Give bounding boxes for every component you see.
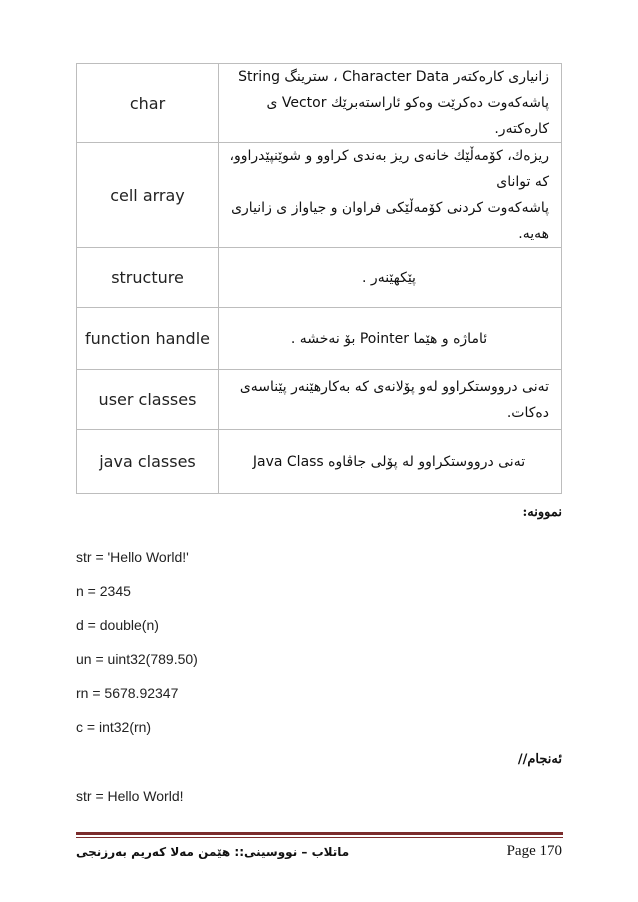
type-name: structure (77, 248, 219, 308)
code-line: n = 2345 (76, 583, 131, 599)
footer-author: ماتلاب – نووسینی:: هێمن مەلا کەریم بەرزنجی (76, 845, 350, 859)
page-number: Page 170 (506, 843, 562, 859)
description-line: تەنی درووستکراوو لە پۆلی جاڤاوە Java Class (252, 453, 526, 470)
description-line: زانیاری کارەکتەر Character Data ، سترینگ String (238, 69, 549, 85)
type-description (219, 143, 562, 248)
footer-divider-thin (76, 837, 563, 838)
table-row (77, 370, 562, 430)
table-row (77, 64, 562, 143)
type-description (219, 370, 562, 430)
footer-divider (76, 832, 563, 835)
description-line: ئاماژە و هێما Pointer بۆ نەخشە . (290, 330, 488, 347)
result-heading: ئەنجام// (517, 752, 562, 767)
data-types-table-container (76, 63, 562, 494)
description-line: پاشەکەوت کردنی کۆمەڵێکی فراوان و جیاواز ی زانیاری هەیە. (231, 200, 549, 242)
type-description (219, 248, 562, 308)
type-name: java classes (77, 430, 219, 494)
code-line: d = double(n) (76, 617, 159, 633)
type-name: function handle (77, 308, 219, 370)
type-name: user classes (77, 370, 219, 430)
code-line: rn = 5678.92347 (76, 685, 179, 701)
type-description (219, 430, 562, 494)
table-row (77, 308, 562, 370)
description-line: تەنی درووستکراوو لەو پۆلانەی کە بەکارهێنەر پێناسەی دەکات. (239, 378, 549, 421)
type-description (219, 64, 562, 143)
description-line: پێکهێنەر . (362, 269, 416, 286)
example-code-block (76, 540, 198, 744)
table-row (77, 248, 562, 308)
code-line: c = int32(rn) (76, 719, 152, 735)
data-types-table (76, 63, 562, 494)
example-heading: نموونە: (522, 505, 562, 520)
description-line: ریزەك، کۆمەڵێك خانەی ریز بەندی کراوو و شوێنپێدراوو، کە توانای (229, 148, 549, 190)
type-description (219, 308, 562, 370)
description-line: پاشەکەوت دەکرێت وەکو ئاراستەبرێك Vector ی کارەکتەر. (266, 95, 549, 137)
code-line: un = uint32(789.50) (76, 651, 198, 667)
code-line: str = 'Hello World!' (76, 549, 189, 565)
type-name: cell array (77, 143, 219, 248)
table-row (77, 143, 562, 248)
type-name: char (77, 64, 219, 143)
result-output: str = Hello World! (76, 788, 184, 804)
table-row (77, 430, 562, 494)
